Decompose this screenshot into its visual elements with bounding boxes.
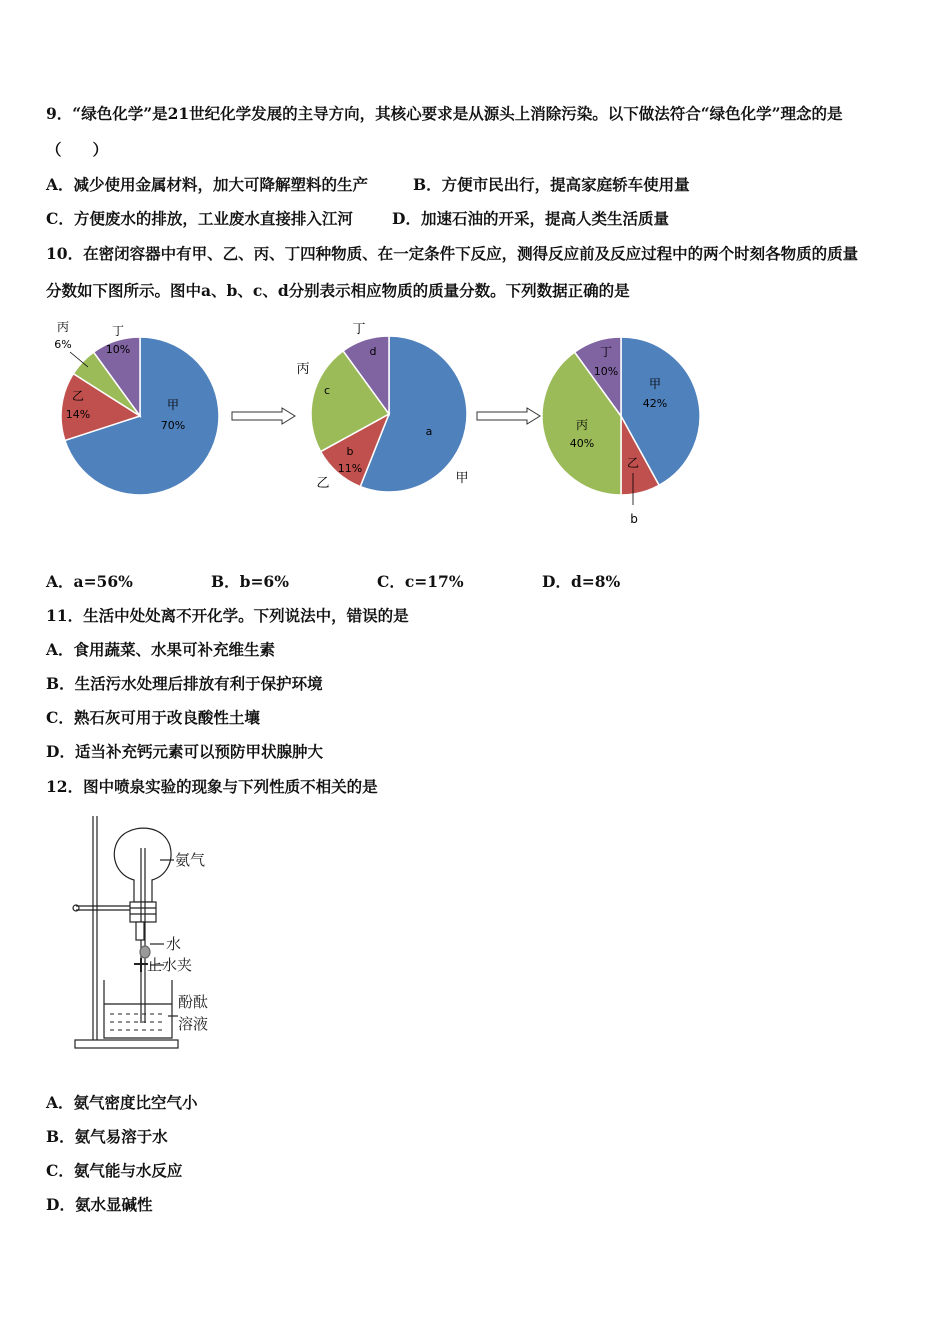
pie2-name-ding: 丁 bbox=[352, 322, 366, 337]
round-flask bbox=[114, 828, 171, 902]
q11-stem: 11．生活中处处离不开化学。下列说法中，错误的是 bbox=[46, 606, 409, 625]
q12-option-d: D．氨水显碱性 bbox=[46, 1195, 153, 1214]
pie1-label-yi-pct: 14% bbox=[65, 408, 91, 421]
label-water: 水 bbox=[166, 935, 182, 953]
pie2-label-b-pct: 11% bbox=[337, 462, 363, 475]
q10-option-b: B．b=6% bbox=[211, 572, 289, 591]
pie1-label-ding-name: 丁 bbox=[111, 324, 125, 338]
arrow-1 bbox=[232, 408, 295, 424]
pie1-label-jia-pct: 70% bbox=[160, 419, 186, 432]
pie1-label-yi-name: 乙 bbox=[71, 389, 85, 403]
pie-middle bbox=[296, 322, 468, 492]
pie3-label-yi-name: 乙 bbox=[626, 456, 640, 470]
pie3-label-bing-pct: 40% bbox=[569, 437, 595, 450]
q12-stem: 12．图中喷泉实验的现象与下列性质不相关的是 bbox=[46, 777, 378, 796]
pie2-name-jia: 甲 bbox=[455, 471, 469, 486]
q12-option-a: A．氨气密度比空气小 bbox=[46, 1093, 198, 1112]
beaker bbox=[104, 980, 172, 1038]
q9-option-b: B．方便市民出行，提高家庭轿车使用量 bbox=[413, 175, 690, 194]
label-phenolphthalein: 酚酞 bbox=[178, 993, 209, 1011]
q10-option-c: C．c=17% bbox=[377, 572, 464, 591]
q12-option-c: C．氨气能与水反应 bbox=[46, 1161, 183, 1180]
arrow-2 bbox=[477, 408, 540, 424]
q11-option-d: D．适当补充钙元素可以预防甲状腺肿大 bbox=[46, 742, 323, 761]
pie3-label-bing-name: 丙 bbox=[575, 418, 589, 432]
stopper bbox=[130, 902, 156, 922]
pie2-label-d: d bbox=[369, 345, 377, 358]
stand-base bbox=[75, 1040, 178, 1048]
q10-option-a: A．a=56% bbox=[46, 572, 133, 591]
q10-stem-line1: 10．在密闭容器中有甲、乙、丙、丁四种物质、在一定条件下反应，测得反应前及反应过程中的两个时刻各物质的质量 bbox=[46, 244, 859, 263]
q10-option-d: D．d=8% bbox=[542, 572, 621, 591]
pie3-label-ding-name: 丁 bbox=[599, 345, 613, 359]
pie3-label-jia-name: 甲 bbox=[648, 377, 662, 391]
pie2-label-b: b bbox=[346, 445, 354, 458]
pie1-label-bing-pct: 6% bbox=[54, 338, 72, 351]
pie2-label-c: c bbox=[323, 384, 331, 397]
label-ammonia: 氨气 bbox=[175, 851, 206, 869]
pie2-name-yi: 乙 bbox=[316, 476, 330, 491]
q9-stem: 9．“绿色化学”是21世纪化学发展的主导方向，其核心要求是从源头上消除污染。以下做法符合“绿色化学”理念的是 bbox=[46, 104, 843, 123]
pie1-label-jia-name: 甲 bbox=[166, 398, 180, 412]
pie3-label-b: b bbox=[630, 512, 638, 526]
label-pinch-clamp: 止水夹 bbox=[147, 956, 193, 974]
label-solution: 溶液 bbox=[178, 1015, 209, 1033]
fountain-apparatus-diagram bbox=[60, 808, 300, 1058]
pie1-label-ding-pct: 10% bbox=[105, 343, 131, 356]
q10-pie-charts bbox=[0, 305, 950, 565]
dropper bbox=[136, 922, 144, 940]
pie-after bbox=[542, 337, 700, 526]
q9-option-a: A．减少使用金属材料，加大可降解塑料的生产 bbox=[46, 175, 369, 194]
q9-paren: （ ） bbox=[46, 140, 109, 159]
q11-option-a: A．食用蔬菜、水果可补充维生素 bbox=[46, 640, 276, 659]
q9-option-c: C．方便废水的排放，工业废水直接排入江河 bbox=[46, 209, 353, 228]
pie1-label-bing-name: 丙 bbox=[56, 320, 70, 334]
q9-option-d: D．加速石油的开采，提高人类生活质量 bbox=[392, 209, 669, 228]
q10-stem-line2: 分数如下图所示。图中a、b、c、d分别表示相应物质的质量分数。下列数据正确的是 bbox=[46, 281, 630, 300]
pie2-label-a: a bbox=[425, 425, 433, 438]
pie3-label-ding-pct: 10% bbox=[593, 365, 619, 378]
q11-option-c: C．熟石灰可用于改良酸性土壤 bbox=[46, 708, 260, 727]
pie-before bbox=[54, 320, 219, 495]
pie2-name-bing: 丙 bbox=[296, 362, 310, 377]
pie3-label-jia-pct: 42% bbox=[642, 397, 668, 410]
q12-option-b: B．氨气易溶于水 bbox=[46, 1127, 168, 1146]
q11-option-b: B．生活污水处理后排放有利于保护环境 bbox=[46, 674, 323, 693]
